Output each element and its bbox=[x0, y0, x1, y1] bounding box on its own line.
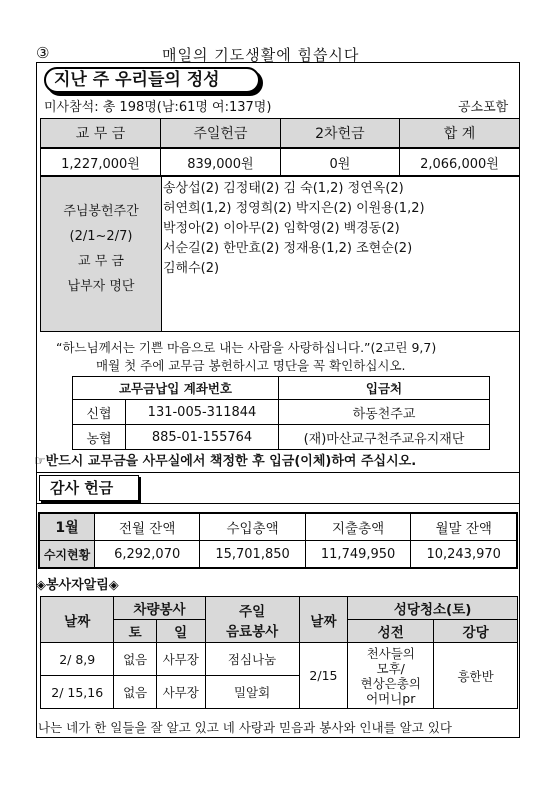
volunteer-sun: 사무장 bbox=[156, 676, 205, 709]
donor-label-line: (2/1~2/7) bbox=[69, 229, 133, 244]
offering-table bbox=[40, 118, 520, 176]
bank-cell: 신협 bbox=[73, 400, 126, 425]
footer-verse: 나는 네가 한 일들을 잘 알고 있고 네 사랑과 믿음과 봉사와 인내를 알고 있다 bbox=[38, 720, 452, 735]
volunteer-sat: 없음 bbox=[114, 676, 156, 709]
monthly-value: 10,243,970 bbox=[411, 541, 517, 569]
volunteer-date: 2/ 15,16 bbox=[41, 676, 114, 709]
monthly-value: 6,292,070 bbox=[95, 541, 200, 569]
account-number-cell: 885-01-155764 bbox=[126, 425, 279, 450]
hall-header: 강당 bbox=[434, 620, 518, 643]
holder-cell: (재)마산교구천주교유지재단 bbox=[279, 425, 490, 450]
donor-line: 서순길(2) 한만효(2) 정재용(1,2) 조현순(2) bbox=[163, 241, 413, 256]
audit-box bbox=[36, 472, 520, 504]
volunteer-drink: 밀알회 bbox=[205, 676, 299, 709]
hall-cell: 흥한반 bbox=[434, 643, 518, 709]
header-cell: 주일헌금 bbox=[161, 119, 281, 149]
cleaning-header: 성당청소(토) bbox=[348, 597, 518, 620]
offering-header-row bbox=[41, 119, 520, 149]
volunteer-header-row bbox=[41, 597, 518, 620]
header-cell: 합 계 bbox=[399, 119, 519, 149]
date-header: 날짜 bbox=[41, 597, 114, 643]
drink-header-line: 주일 bbox=[239, 603, 266, 620]
drink-header-line: 음료봉사 bbox=[225, 623, 279, 640]
sat-header: 토 bbox=[114, 620, 156, 643]
notice-text: 매월 첫 주에 교무금 봉헌하시고 명단을 꼭 확인하십시오. bbox=[96, 358, 406, 373]
bible-quote: “하느님께서는 기쁜 마음으로 내는 사람을 사랑하십니다.”(2고린 9,7) bbox=[56, 340, 437, 355]
donor-label-line: 교 무 금 bbox=[78, 254, 124, 269]
sanctuary-cell bbox=[348, 643, 434, 709]
donor-label bbox=[41, 177, 162, 331]
donor-names bbox=[163, 179, 425, 279]
monthly-row-label: 수지현황 bbox=[39, 541, 95, 569]
sanctuary-line: 현상은총의 bbox=[360, 675, 421, 691]
monthly-header: 수입총액 bbox=[200, 513, 306, 541]
account-header: 교무금납입 계좌번호 bbox=[73, 377, 279, 400]
volunteer-row bbox=[41, 643, 518, 676]
audit-title: 감사 헌금 bbox=[39, 475, 139, 501]
donor-line: 허연희(1,2) 정영희(2) 박지은(2) 이원용(1,2) bbox=[163, 201, 425, 216]
value-cell: 1,227,000원 bbox=[41, 148, 161, 176]
value-cell: 0원 bbox=[280, 148, 399, 176]
section-title: 지난 주 우리들의 정성 bbox=[44, 67, 260, 93]
donor-line: 박정아(2) 이아무(2) 임학영(2) 백경동(2) bbox=[163, 221, 400, 236]
month-label: 1월 bbox=[39, 513, 95, 541]
monthly-values-row bbox=[39, 541, 517, 569]
offering-values-row bbox=[41, 148, 520, 176]
account-header: 입금처 bbox=[279, 377, 490, 400]
value-cell: 839,000원 bbox=[161, 148, 281, 176]
volunteer-drink: 점심나눔 bbox=[205, 643, 299, 676]
bank-cell: 농협 bbox=[73, 425, 126, 450]
warning-text: ☞반드시 교무금을 사무실에서 책정한 후 입금(이체)하여 주십시오. bbox=[34, 454, 417, 469]
monthly-header: 전월 잔액 bbox=[95, 513, 200, 541]
account-header-row bbox=[73, 377, 490, 400]
volunteer-table bbox=[40, 596, 518, 709]
account-number-cell: 131-005-311844 bbox=[126, 400, 279, 425]
header-cell: 2차헌금 bbox=[280, 119, 399, 149]
header-cell: 교 무 금 bbox=[41, 119, 161, 149]
clean-date: 2/15 bbox=[299, 643, 348, 709]
page-number: ③ bbox=[36, 44, 50, 62]
monthly-table bbox=[38, 512, 518, 569]
date-header-2: 날짜 bbox=[299, 597, 348, 643]
monthly-header-row bbox=[39, 513, 517, 541]
account-row bbox=[73, 400, 490, 425]
drink-header bbox=[205, 597, 299, 643]
value-cell: 2,066,000원 bbox=[399, 148, 519, 176]
donor-box bbox=[40, 176, 520, 332]
sanctuary-line: 모후/ bbox=[376, 660, 405, 676]
monthly-header: 월말 잔액 bbox=[411, 513, 517, 541]
vehicle-header: 차량봉사 bbox=[114, 597, 205, 620]
sanctuary-header: 성전 bbox=[348, 620, 434, 643]
donor-line: 김해수(2) bbox=[163, 261, 220, 276]
donor-line: 송상섭(2) 김정태(2) 김 숙(1,2) 정연옥(2) bbox=[163, 181, 404, 196]
holder-cell: 하동천주교 bbox=[279, 400, 490, 425]
volunteer-sat: 없음 bbox=[114, 643, 156, 676]
volunteer-date: 2/ 8,9 bbox=[41, 643, 114, 676]
account-table bbox=[72, 376, 490, 450]
monthly-header: 지출총액 bbox=[305, 513, 411, 541]
sun-header: 일 bbox=[156, 620, 205, 643]
account-row bbox=[73, 425, 490, 450]
sanctuary-line: 어머니pr bbox=[366, 690, 416, 706]
sanctuary-line: 천사들의 bbox=[366, 645, 415, 661]
volunteer-title: ◈봉사자알림◈ bbox=[36, 578, 119, 593]
donor-label-line: 납부자 명단 bbox=[67, 279, 135, 294]
monthly-value: 11,749,950 bbox=[305, 541, 411, 569]
volunteer-sun: 사무장 bbox=[156, 643, 205, 676]
attendance-text: 미사참석: 총 198명(남:61명 여:137명) bbox=[44, 100, 272, 115]
motto: 매일의 기도생활에 힘씁시다 bbox=[162, 46, 360, 64]
attendance-note: 공소포함 bbox=[458, 100, 509, 115]
donor-label-line: 주님봉헌주간 bbox=[63, 204, 139, 219]
monthly-value: 15,701,850 bbox=[200, 541, 306, 569]
